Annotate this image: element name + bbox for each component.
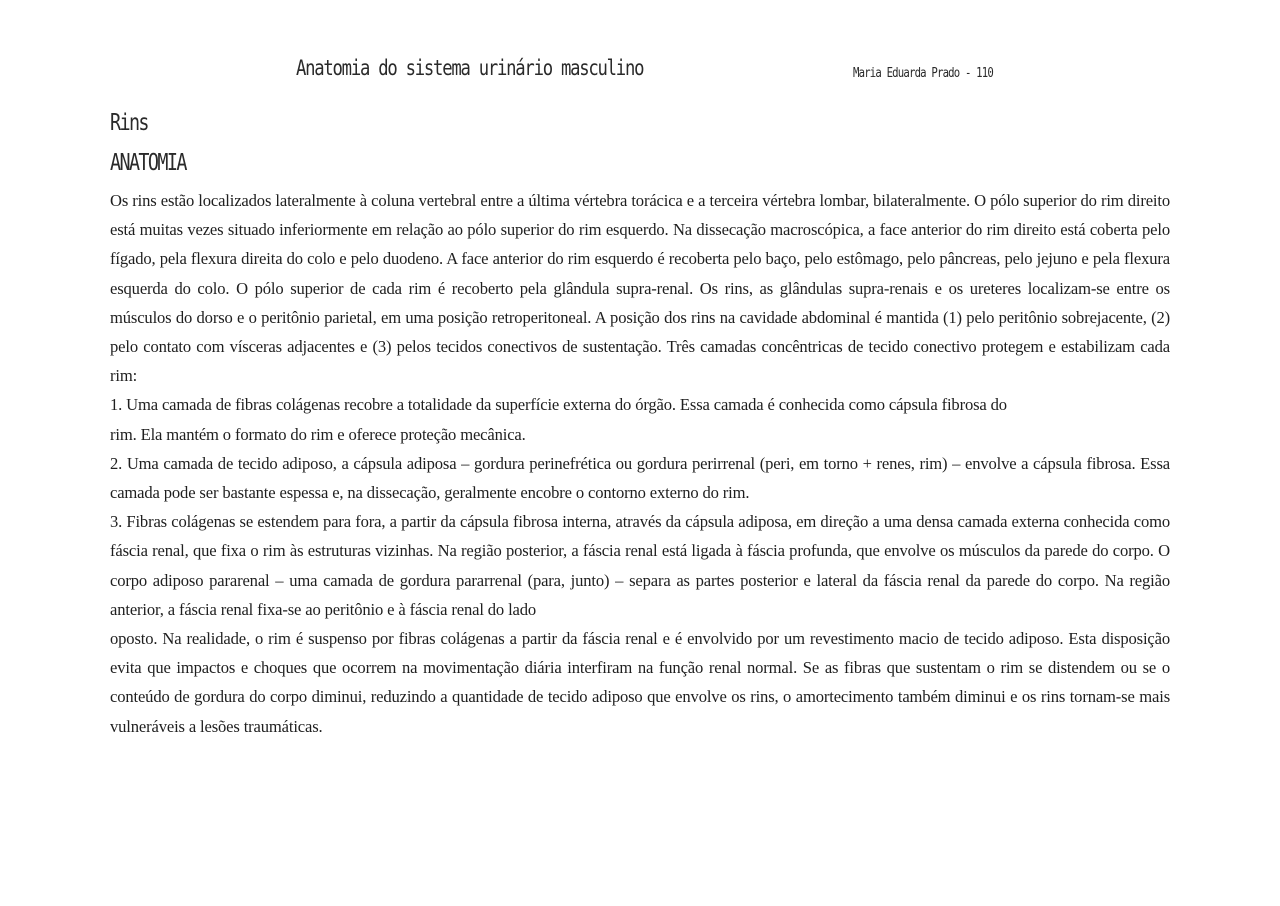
paragraph-item-1-continued: rim. Ela mantém o formato do rim e oferece proteção mecânica. bbox=[110, 424, 526, 444]
section-heading: Rins bbox=[110, 110, 148, 136]
paragraph-item-2: 2. Uma camada de tecido adiposo, a cápsula adiposa – gordura perinefrética ou gordura perirrenal (peri, em torno + renes, rim) – envolve a cápsula fibrosa. Essa camada pode ser bastante espessa e, na dissecação, geralmente encobre o contorno externo do rim. bbox=[110, 453, 1170, 503]
author-label: Maria Eduarda Prado - 110 bbox=[853, 66, 993, 81]
paragraph-item-1: 1. Uma camada de fibras colágenas recobre a totalidade da superfície externa do órgão. Essa camada é conhecida como cápsula fibrosa do bbox=[110, 395, 1007, 415]
subsection-heading: ANATOMIA bbox=[110, 150, 186, 176]
document-body bbox=[110, 186, 1170, 741]
document-title: Anatomia do sistema urinário masculino bbox=[296, 56, 644, 80]
paragraph-intro: Os rins estão localizados lateralmente à coluna vertebral entre a última vértebra torácica e a terceira vértebra lombar, bilateralmente. O pólo superior do rim direito está muitas vezes situado inferiormente em relação ao pólo superior do rim esquerdo. Na dissecação macroscópica, a face anterior do rim direito está coberta pelo fígado, pela flexura direita do colo e pelo duodeno. A face anterior do rim esquerdo é recoberta pelo baço, pelo estômago, pelo pâncreas, pelo jejuno e pela flexura esquerda do colo. O pólo superior de cada rim é recoberto pela glândula supra-renal. Os rins, as glândulas supra-renais e os ureteres localizam-se entre os músculos do dorso e o peritônio parietal, em uma posição retroperitoneal. A posição dos rins na cavidade abdominal é mantida (1) pelo peritônio sobrejacente, (2) pelo contato com vísceras adjacentes e (3) pelos tecidos conectivos de sustentação. Três camadas concêntricas de tecido conectivo protegem e estabilizam cada rim: bbox=[110, 191, 1170, 386]
paragraph-item-3: 3. Fibras colágenas se estendem para fora, a partir da cápsula fibrosa interna, através da cápsula adiposa, em direção a uma densa camada externa conhecida como fáscia renal, que fixa o rim às estruturas vizinhas. Na região posterior, a fáscia renal está ligada à fáscia profunda, que envolve os músculos da parede do corpo. O corpo adiposo pararenal – uma camada de gordura pararrenal (para, junto) – separa as partes posterior e lateral da fáscia renal da parede do corpo. Na região anterior, a fáscia renal fixa-se ao peritônio e à fáscia renal do lado bbox=[110, 512, 1170, 619]
paragraph-item-3-continued: oposto. Na realidade, o rim é suspenso por fibras colágenas a partir da fáscia renal e é envolvido por um revestimento macio de tecido adiposo. Esta disposição evita que impactos e choques que ocorrem na movimentação diária interfiram na função renal normal. Se as fibras que sustentam o rim se distendem ou se o conteúdo de gordura do corpo diminui, reduzindo a quantidade de tecido adiposo que envolve os rins, o amortecimento também diminui e os rins tornam-se mais vulneráveis a lesões traumáticas. bbox=[110, 629, 1170, 736]
